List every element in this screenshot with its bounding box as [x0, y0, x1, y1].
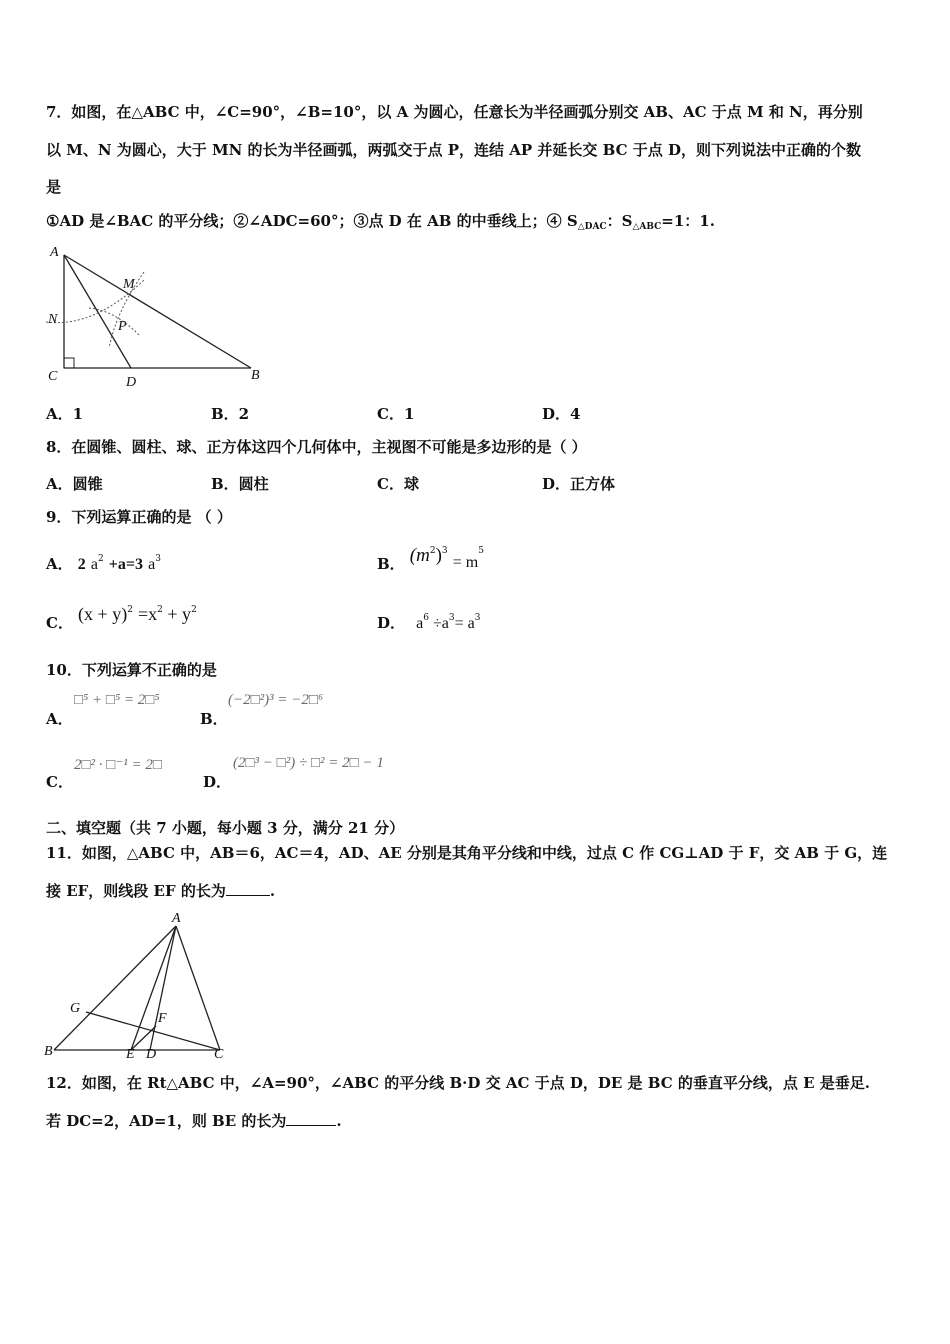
q10-label-d: D．	[203, 773, 232, 791]
q9-c-base: (x + y)	[78, 604, 128, 624]
q9-option-c[interactable]	[46, 604, 197, 632]
q9-b-rhs: = m	[452, 554, 479, 571]
q7-figure	[44, 240, 274, 390]
q7-ratio-mid: ：S	[606, 212, 633, 230]
q11-answer-blank[interactable]	[226, 881, 270, 896]
label-b: B	[44, 1044, 53, 1059]
q11-line2-end: .	[269, 882, 276, 900]
q7-option-a[interactable]: A．1	[46, 405, 84, 423]
q9-stem: 9．下列运算正确的是 （ ）	[46, 508, 232, 526]
q9-b-close: )	[435, 545, 442, 566]
q7-line2: 以 M、N 为圆心，大于 MN 的长为半径画弧，两弧交于点 P，连结 AP 并延长交 BC 于点 D，则下列说法中正确的个数	[46, 141, 861, 159]
q9-d-exp2: 3	[448, 613, 455, 623]
label-n: N	[48, 312, 58, 327]
q9-c-exp1: 2	[127, 605, 133, 615]
q8-option-b[interactable]: B．圆柱	[211, 475, 269, 493]
q9-b-exp1: 2	[429, 546, 436, 556]
q9-c-exp2: 2	[157, 605, 163, 615]
q9-option-a[interactable]	[46, 553, 161, 574]
q7-line3: 是	[46, 178, 62, 196]
q7-ratio-sub2: △ABC	[632, 222, 662, 232]
q8-option-a[interactable]: A．圆锥	[46, 475, 103, 493]
q12-line2	[46, 1111, 342, 1131]
label-e: E	[126, 1047, 135, 1060]
segment-ab	[64, 255, 251, 368]
q10-label-c: C．	[46, 773, 73, 791]
q7-option-c[interactable]: C．1	[377, 405, 415, 423]
q8-option-c[interactable]: C．球	[377, 475, 419, 493]
label-d: D	[146, 1047, 157, 1060]
q9-a-coef: 2	[77, 556, 86, 573]
q11-line1: 11．如图，△ABC 中，AB＝6，AC＝4，AD、AE 分别是其角平分线和中线，过点 C 作 CG⊥AD 于 F，交 AB 于 G，连	[46, 844, 888, 862]
q9-a-exp1: 2	[97, 554, 104, 564]
label-f: F	[158, 1011, 167, 1026]
q11-figure	[44, 908, 234, 1060]
label-p: P	[118, 319, 127, 334]
q12-line2-end: .	[336, 1112, 342, 1130]
arc-from-n	[89, 308, 139, 335]
q9-d-a: a	[416, 615, 424, 632]
q11-line2	[46, 881, 275, 901]
q9-d-exp1: 6	[423, 613, 429, 623]
q9-b-exp3: 5	[478, 546, 484, 556]
label-c: C	[214, 1047, 224, 1060]
label-c: C	[48, 369, 58, 384]
q9-c-y: + y	[162, 604, 192, 624]
q7-option-b[interactable]: B．2	[211, 405, 250, 423]
label-a: A	[172, 911, 181, 926]
q9-d-exp3: 3	[474, 613, 481, 623]
segment-ab	[54, 926, 176, 1050]
q10-c-expr: 2□² · □⁻¹ = 2□	[74, 757, 162, 773]
q9-d-div: ÷a	[428, 615, 449, 632]
q10-label-b: B．	[200, 710, 228, 728]
q9-a-mid: +a=3	[108, 556, 143, 573]
q10-label-a: A．	[46, 710, 73, 728]
q9-b-exp2: 3	[441, 546, 448, 556]
q9-label-b: B．	[377, 555, 405, 573]
q9-d-rhs: = a	[454, 615, 475, 632]
label-b: B	[251, 368, 260, 383]
q9-c-x: =x	[138, 604, 158, 624]
q12-answer-blank[interactable]	[286, 1111, 336, 1126]
segment-ac	[176, 926, 220, 1050]
q12-line1: 12．如图，在 Rt△ABC 中，∠A=90°，∠ABC 的平分线 B·D 交 AC 于点 D，DE 是 BC 的垂直平分线，点 E 是垂足.	[46, 1074, 870, 1092]
q9-label-d: D．	[377, 614, 406, 632]
q12-line2-text: 若 DC=2，AD=1，则 BE 的长为	[46, 1112, 287, 1130]
q7-statements-text: ①AD 是∠BAC 的平分线；②∠ADC=60°；③点 D 在 AB 的中垂线上；④ S	[46, 212, 578, 230]
section2-title: 二、填空题（共 7 小题，每小题 3 分，满分 21 分）	[46, 819, 405, 837]
q9-a-var1: a	[90, 556, 98, 573]
q7-statements	[46, 211, 715, 237]
right-angle-mark	[64, 358, 74, 368]
label-m: M	[123, 277, 135, 292]
q7-ratio-end: =1：1.	[661, 212, 715, 230]
label-a: A	[50, 245, 59, 260]
q10-a-expr: □⁵ + □⁵ = 2□⁵	[74, 692, 160, 708]
q11-line2-text: 接 EF，则线段 EF 的长为	[46, 882, 226, 900]
q9-c-exp3: 2	[191, 605, 197, 615]
q8-option-d[interactable]: D．正方体	[542, 475, 616, 493]
q10-stem: 10．下列运算不正确的是	[46, 661, 217, 679]
q9-option-b[interactable]	[377, 545, 484, 573]
label-g: G	[70, 1001, 81, 1016]
q9-option-d[interactable]	[377, 612, 480, 633]
q10-d-expr: (2□³ − □²) ÷ □² = 2□ − 1	[233, 755, 384, 771]
q9-label-a: A．	[46, 555, 73, 573]
q7-line1: 7．如图，在△ABC 中，∠C=90°，∠B=10°，以 A 为圆心，任意长为半径画弧分别交 AB、AC 于点 M 和 N，再分别	[46, 103, 863, 121]
label-d: D	[126, 375, 137, 390]
q7-ratio-sub1: △DAC	[577, 222, 607, 232]
q8-stem: 8．在圆锥、圆柱、球、正方体这四个几何体中，主视图不可能是多边形的是（ ）	[46, 438, 587, 456]
q9-a-exp2: 3	[155, 554, 161, 564]
q9-b-base: (m	[409, 545, 430, 566]
q9-label-c: C．	[46, 614, 73, 632]
segment-gc	[86, 1012, 220, 1050]
q9-a-var2: a	[148, 556, 156, 573]
q10-b-expr: (−2□²)³ = −2□⁶	[228, 692, 324, 708]
q7-option-d[interactable]: D．4	[542, 405, 581, 423]
